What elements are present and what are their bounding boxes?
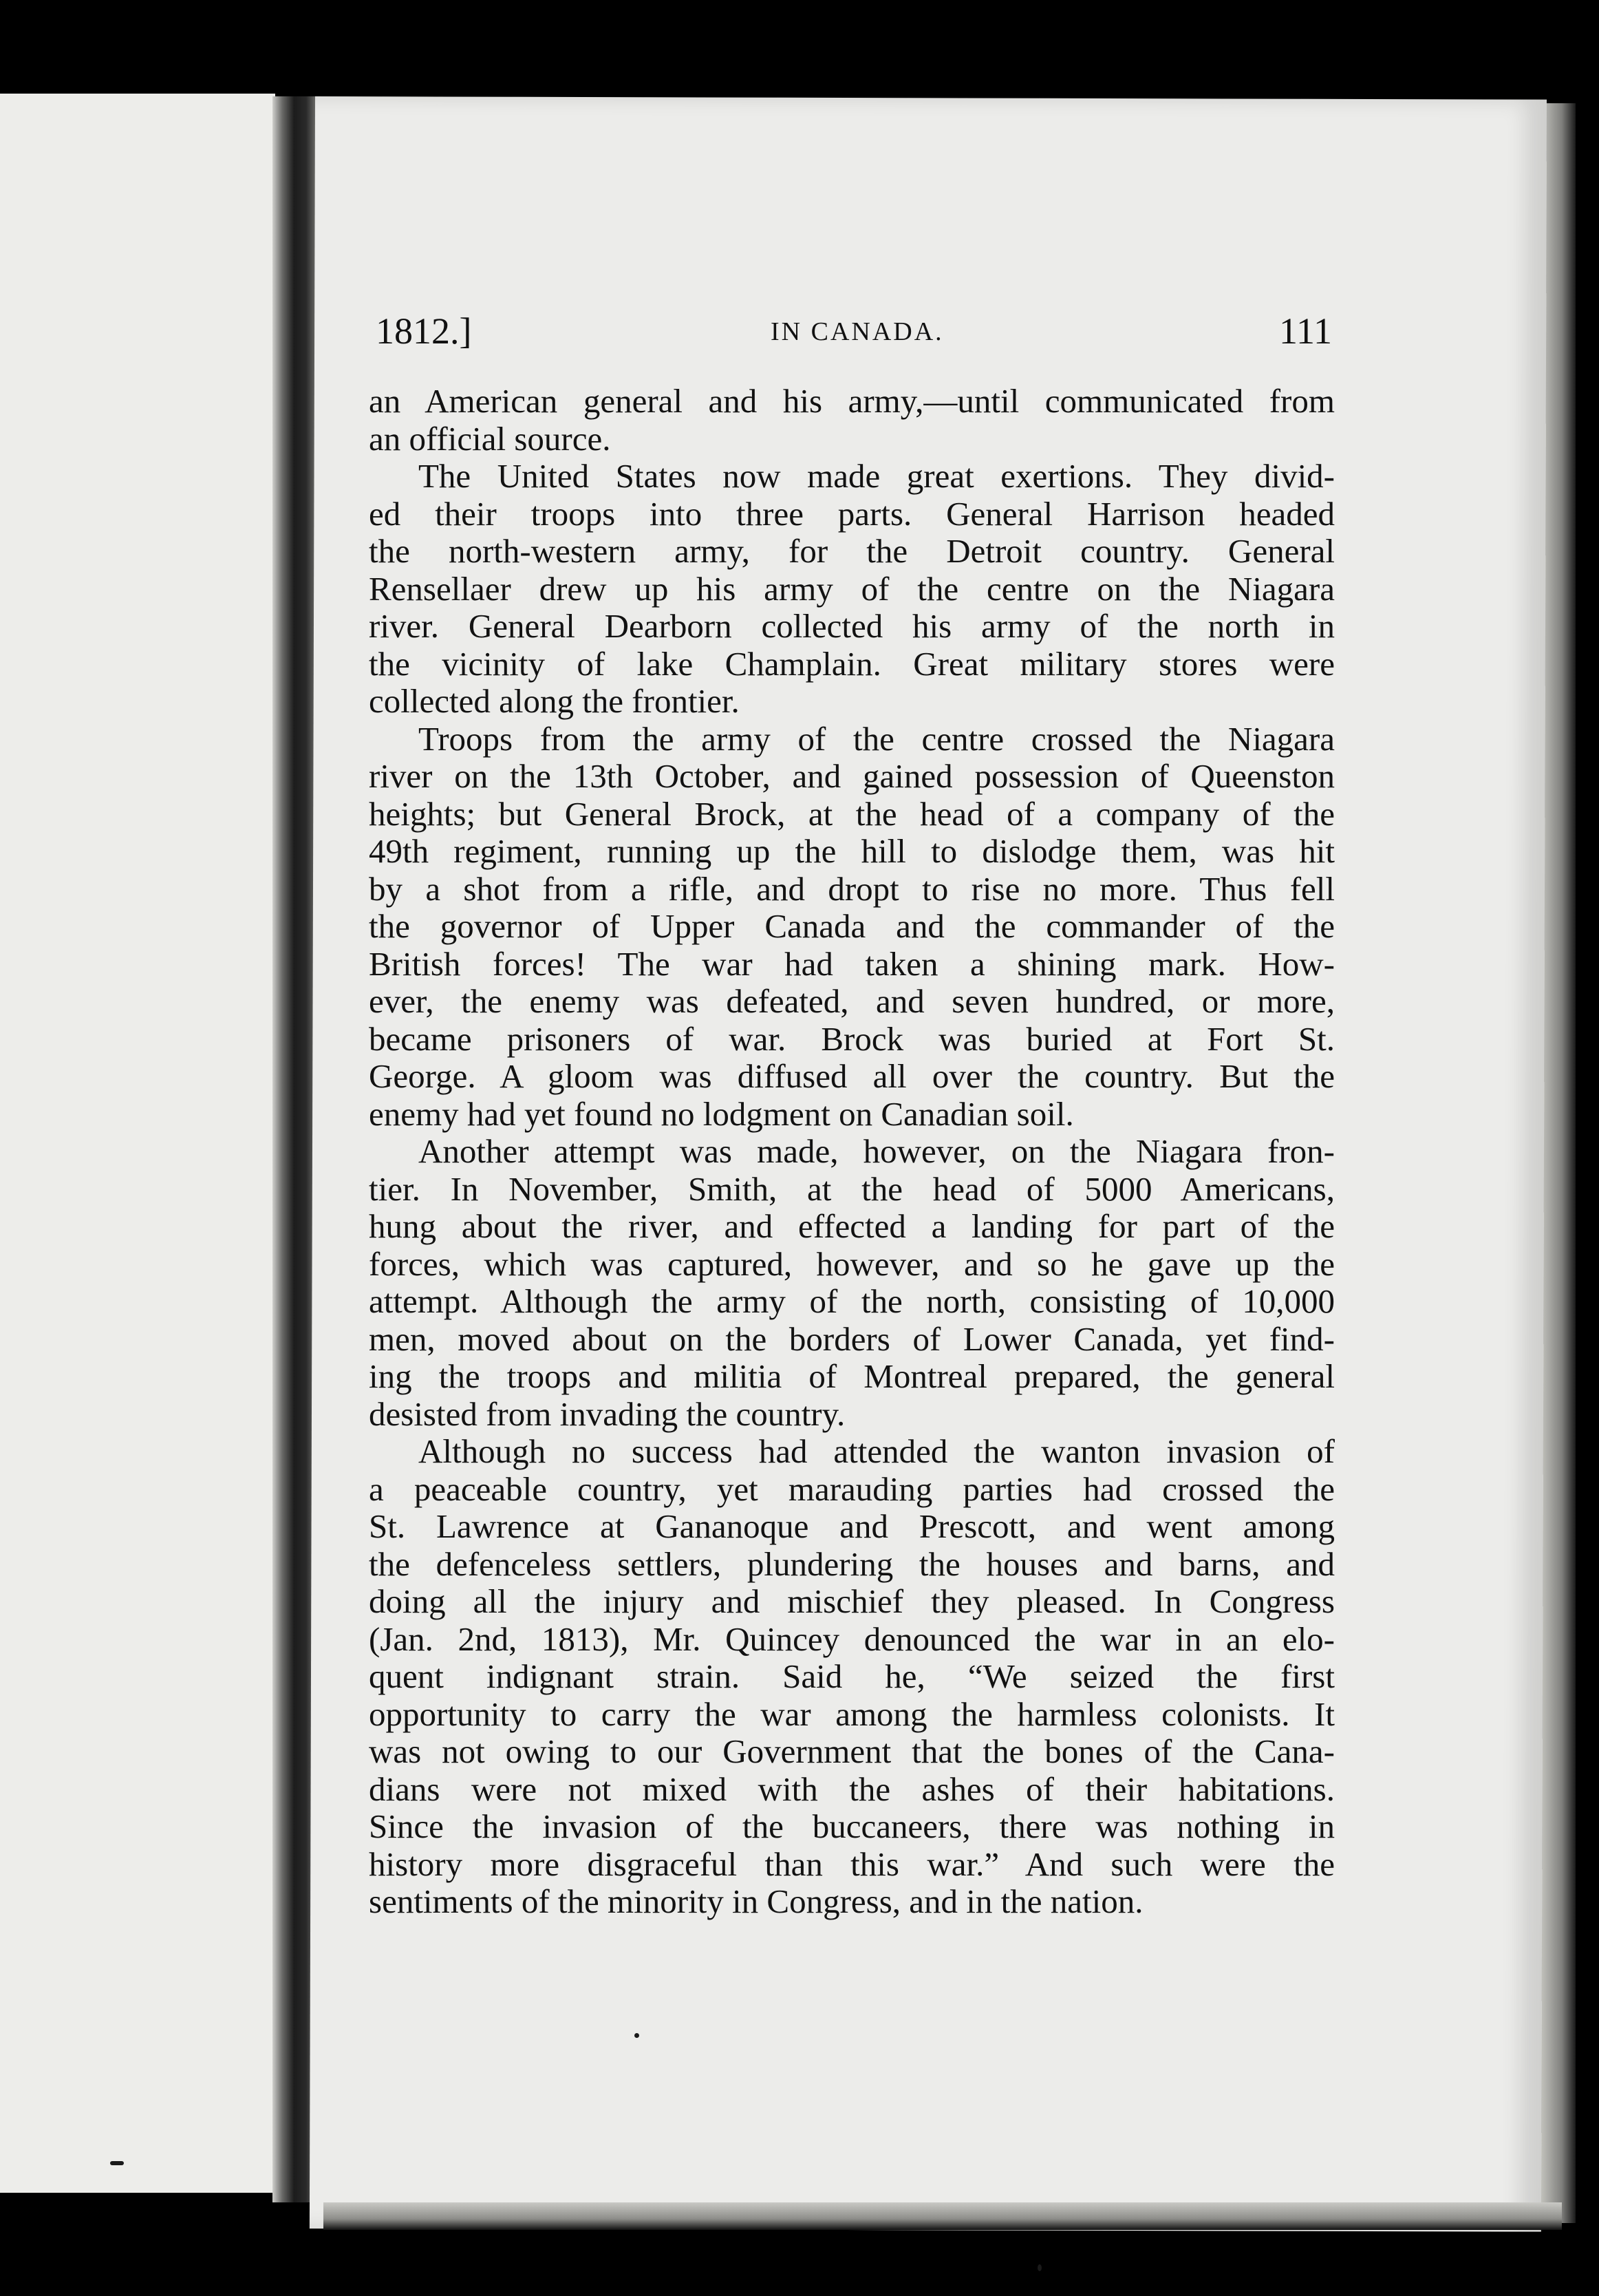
text-line: the defenceless settlers, plundering the houses and barns, and bbox=[369, 1544, 1335, 1583]
text-line: the north-western army, for the Detroit country. General bbox=[369, 532, 1335, 570]
text-line: ing the troops and militia of Montreal prepared, the general bbox=[369, 1357, 1335, 1395]
text-line: Since the invasion of the buccaneers, there was nothing in bbox=[369, 1807, 1335, 1845]
text-line: doing all the injury and mischief they pleased. In Congress bbox=[369, 1582, 1335, 1620]
text-line: The United States now made great exertions. They divid- bbox=[418, 457, 1335, 495]
text-line: Troops from the army of the centre crossed the Niagara bbox=[418, 719, 1335, 758]
text-line: an official source. bbox=[369, 419, 611, 458]
text-line: by a shot from a rifle, and dropt to rise no more. Thus fell bbox=[369, 869, 1335, 908]
previous-page bbox=[0, 94, 275, 2193]
running-header bbox=[376, 310, 1332, 351]
text-line: tier. In November, Smith, at the head of 5000 Americans, bbox=[369, 1169, 1335, 1208]
page-bottom-edge bbox=[323, 2202, 1562, 2230]
text-line: 49th regiment, running up the hill to dislodge them, was hit bbox=[369, 832, 1335, 870]
text-line: hung about the river, and effected a landing for part of the bbox=[369, 1207, 1335, 1245]
text-line: Rensellaer drew up his army of the centre on the Niagara bbox=[369, 569, 1335, 608]
header-title: IN CANADA. bbox=[771, 317, 944, 346]
print-speck bbox=[110, 2161, 124, 2165]
text-line: British forces! The war had taken a shining mark. How- bbox=[369, 944, 1335, 983]
text-line: attempt. Although the army of the north, consisting of 10,000 bbox=[369, 1282, 1335, 1320]
print-speck bbox=[634, 2033, 639, 2038]
text-line: river on the 13th October, and gained possession of Queenston bbox=[369, 757, 1335, 795]
text-line: desisted from invading the country. bbox=[369, 1394, 846, 1433]
text-line: quent indignant strain. Said he, “We seized the first bbox=[369, 1657, 1335, 1695]
text-line: opportunity to carry the war among the harmless colonists. It bbox=[369, 1694, 1335, 1733]
text-line: a peaceable country, yet marauding parties had crossed the bbox=[369, 1469, 1335, 1508]
text-line: the vicinity of lake Champlain. Great military stores were bbox=[369, 644, 1335, 683]
text-line: heights; but General Brock, at the head of a company of the bbox=[369, 794, 1335, 833]
text-line: collected along the frontier. bbox=[369, 682, 740, 720]
text-line: forces, which was captured, however, and so he gave up the bbox=[369, 1244, 1335, 1283]
text-line: became prisoners of war. Brock was buried at Fort St. bbox=[369, 1019, 1335, 1058]
header-year: 1812.] bbox=[376, 310, 472, 352]
page-body-text bbox=[369, 383, 1335, 1921]
text-line: George. A gloom was diffused all over the country. But the bbox=[369, 1057, 1335, 1095]
text-line: dians were not mixed with the ashes of their habitations. bbox=[369, 1769, 1335, 1808]
text-line: sentiments of the minority in Congress, and in the nation. bbox=[369, 1882, 1144, 1920]
text-line: men, moved about on the borders of Lower Canada, yet find- bbox=[369, 1319, 1335, 1358]
text-line: Another attempt was made, however, on the Niagara fron- bbox=[418, 1132, 1335, 1170]
text-line: ever, the enemy was defeated, and seven hundred, or more, bbox=[369, 982, 1335, 1020]
text-line: enemy had yet found no lodgment on Canadian soil. bbox=[369, 1094, 1074, 1133]
text-line: ed their troops into three parts. General Harrison headed bbox=[369, 494, 1335, 533]
text-line: (Jan. 2nd, 1813), Mr. Quincey denounced the war in an elo- bbox=[369, 1619, 1335, 1658]
text-line: was not owing to our Government that the bones of the Cana- bbox=[369, 1732, 1335, 1770]
page-number: 111 bbox=[1279, 310, 1332, 352]
text-line: Although no success had attended the wanton invasion of bbox=[418, 1432, 1335, 1470]
text-line: history more disgraceful than this war.” And such were the bbox=[369, 1845, 1335, 1883]
text-line: an American general and his army,—until communicated from bbox=[369, 382, 1335, 420]
print-speck bbox=[1038, 2264, 1042, 2271]
text-line: St. Lawrence at Gananoque and Prescott, and went among bbox=[369, 1507, 1335, 1545]
text-line: the governor of Upper Canada and the commander of the bbox=[369, 907, 1335, 945]
text-line: river. General Dearborn collected his army of the north in bbox=[369, 607, 1335, 645]
